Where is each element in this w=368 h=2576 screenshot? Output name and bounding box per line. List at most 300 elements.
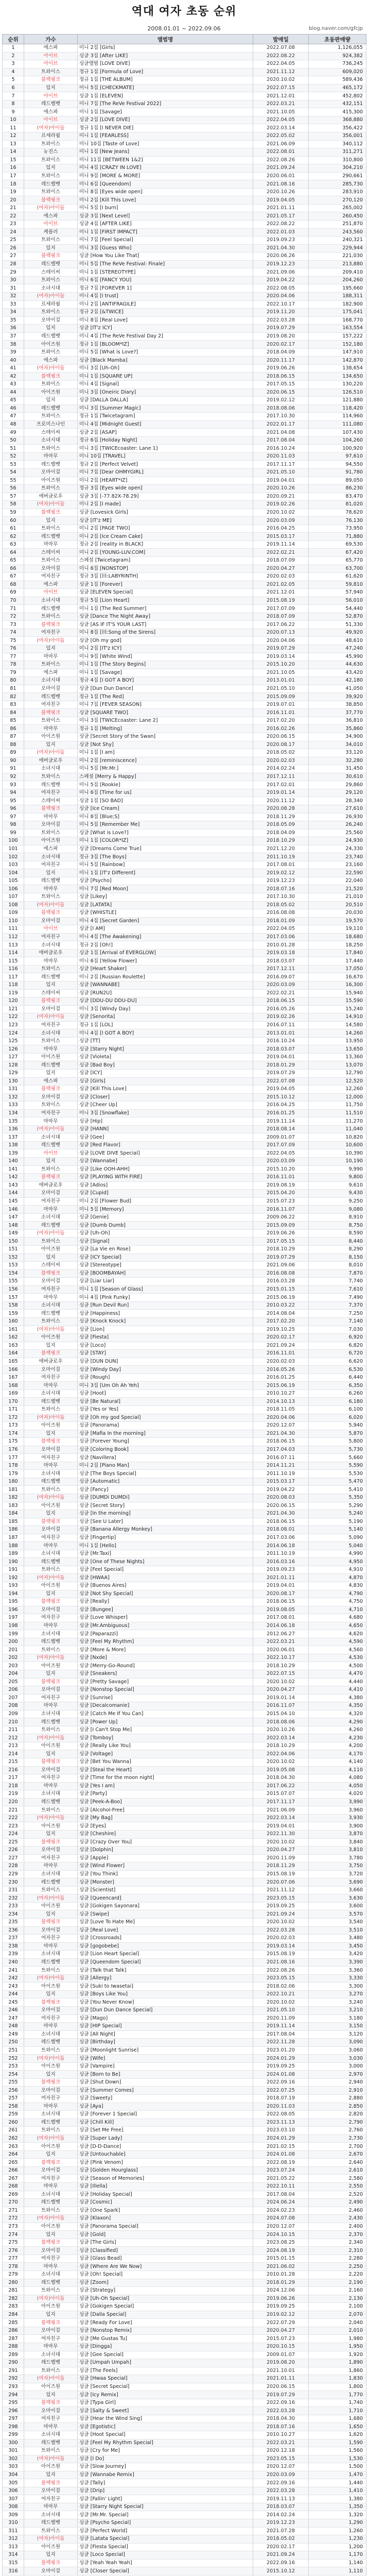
table-cell-sales: 104,260 (309, 436, 366, 445)
table-cell-rank: 126 (3, 1045, 24, 1054)
table-row (3, 2030, 366, 2039)
table-cell-rank: 127 (3, 1053, 24, 1061)
table-cell-sales: 24,330 (309, 845, 366, 853)
table-cell-date: 2020.06.15 (253, 1502, 309, 1510)
table-cell-date: 2023.11.13 (253, 2119, 309, 2127)
table-cell-artist: 소녀시대 (24, 2431, 78, 2439)
table-cell-sales: 2,700 (309, 2143, 366, 2151)
table-cell-rank: 124 (3, 1029, 24, 1038)
table-cell-rank: 70 (3, 597, 24, 605)
table-cell-rank: 66 (3, 565, 24, 573)
table-cell-date: 2016.07.11 (253, 1454, 309, 1462)
table-row (3, 2055, 366, 2063)
table-cell-rank: 291 (3, 2367, 24, 2375)
table-cell-rank: 246 (3, 2006, 24, 2014)
table-cell-date: 2022.03.14 (253, 124, 309, 132)
table-cell-rank: 32 (3, 292, 24, 300)
table-cell-rank: 217 (3, 1774, 24, 1783)
table-cell-sales: 36,810 (309, 717, 366, 725)
table-cell-date: 2015.01.15 (253, 2255, 309, 2263)
table-cell-date: 2015.03.17 (253, 533, 309, 541)
table-cell-rank: 106 (3, 885, 24, 893)
table-cell-date: 2021.07.28 (253, 2527, 309, 2535)
table-cell-date: 2018.03.07 (253, 957, 309, 965)
table-cell-album: 싱글 [Allergy] (78, 1974, 253, 1982)
table-cell-sales: 1,110 (309, 2567, 366, 2575)
table-cell-album: 미니 5집 [Remember Me] (78, 821, 253, 829)
table-cell-rank: 311 (3, 2527, 24, 2535)
table-cell-date: 2019.03.18 (253, 949, 309, 957)
table-cell-sales: 5,140 (309, 1526, 366, 1534)
table-cell-sales: 23,740 (309, 853, 366, 861)
table-row (3, 1294, 366, 1302)
table-row (3, 701, 366, 709)
table-row (3, 1029, 366, 1038)
table-cell-date: 2019.04.05 (253, 1086, 309, 1094)
table-row (3, 941, 366, 950)
table-cell-date: 2018.11.29 (253, 813, 309, 821)
table-row (3, 677, 366, 685)
table-cell-date: 2017.12.11 (253, 965, 309, 973)
table-cell-rank: 120 (3, 997, 24, 1006)
table-cell-album: 싱글 [Merry-Go-Round] (78, 1662, 253, 1670)
table-cell-rank: 7 (3, 92, 24, 100)
table-cell-artist: 레드벨벳 (24, 1798, 78, 1806)
table-cell-rank: 280 (3, 2279, 24, 2287)
table-row (3, 1086, 366, 1094)
table-cell-album: 싱글 [Bungee] (78, 1606, 253, 1614)
table-cell-rank: 91 (3, 765, 24, 773)
table-row (3, 1486, 366, 1494)
table-cell-rank: 1 (3, 44, 24, 53)
table-row (3, 1918, 366, 1926)
table-cell-date: 2022.08.26 (253, 156, 309, 164)
table-cell-sales: 57,940 (309, 589, 366, 597)
table-cell-artist: 있지 (24, 397, 78, 405)
table-cell-artist: 트와이스 (24, 773, 78, 781)
table-cell-artist: 블랙핑크 (24, 1758, 78, 1767)
table-cell-rank: 247 (3, 2014, 24, 2023)
table-row (3, 1414, 366, 1422)
table-row (3, 1310, 366, 1318)
table-cell-sales: 83,470 (309, 493, 366, 501)
table-row (3, 741, 366, 749)
table-cell-rank: 191 (3, 1566, 24, 1574)
table-cell-album: 싱글 [Dingga] (78, 2343, 253, 2351)
table-cell-artist: 오마이걸 (24, 2327, 78, 2335)
table-cell-sales: 3,960 (309, 1806, 366, 1815)
table-row (3, 2111, 366, 2119)
table-cell-date: 2021.02.05 (253, 581, 309, 589)
table-cell-album: 미니 4집 [I GOT A BOY] (78, 1029, 253, 1038)
table-cell-sales: 5,190 (309, 1518, 366, 1526)
table-cell-rank: 209 (3, 1710, 24, 1718)
table-cell-sales: 1,440 (309, 2479, 366, 2487)
table-cell-rank: 60 (3, 517, 24, 525)
table-cell-sales: 2,760 (309, 2127, 366, 2135)
table-cell-album: 미니 6집 [NONSTOP] (78, 565, 253, 573)
table-cell-album: 싱글 [Party] (78, 1790, 253, 1799)
table-cell-album: 싱글 [Queencard] (78, 1894, 253, 1903)
table-cell-rank: 144 (3, 1190, 24, 1198)
table-cell-sales: 19,110 (309, 925, 366, 934)
table-cell-sales: 81,020 (309, 501, 366, 509)
table-cell-album: 싱글 [WHISTLE] (78, 909, 253, 918)
table-cell-artist: 스테이씨 (24, 268, 78, 277)
table-cell-rank: 284 (3, 2311, 24, 2319)
table-cell-sales: 1,230 (309, 2535, 366, 2544)
table-cell-rank: 175 (3, 1438, 24, 1446)
table-cell-sales: 48,610 (309, 637, 366, 645)
table-row (3, 1574, 366, 1582)
table-cell-sales: 5,240 (309, 1510, 366, 1518)
table-cell-album: 미니 4집 [Pink Funky] (78, 1294, 253, 1302)
table-cell-date: 2022.03.28 (253, 316, 309, 325)
table-cell-date: 2020.02.03 (253, 1935, 309, 1943)
table-row (3, 1967, 366, 1975)
table-cell-sales: 14,260 (309, 1029, 366, 1038)
table-row (3, 1790, 366, 1799)
table-cell-artist: 마마무 (24, 540, 78, 549)
table-cell-album: 싱글 [Sneakers] (78, 1670, 253, 1679)
table-cell-rank: 296 (3, 2407, 24, 2415)
table-cell-date: 2010.01.28 (253, 2271, 309, 2279)
table-cell-album: 싱글 1집 [ELEVEN] (78, 92, 253, 100)
table-cell-artist: 트와이스 (24, 1317, 78, 1326)
table-cell-rank: 99 (3, 829, 24, 837)
table-row (3, 2439, 366, 2447)
table-row (3, 212, 366, 221)
table-cell-date: 2019.02.12 (253, 869, 309, 877)
table-cell-artist: 아이즈원 (24, 2062, 78, 2071)
table-cell-sales: 3,090 (309, 2039, 366, 2047)
table-row (3, 1926, 366, 1935)
table-cell-album: 싱글 [Aya] (78, 2103, 253, 2111)
table-cell-sales: 2,250 (309, 2263, 366, 2271)
table-cell-sales: 2,220 (309, 2271, 366, 2279)
table-cell-album: 싱글 [Oh! Special] (78, 2271, 253, 2279)
table-cell-album: 싱글 [In the morning] (78, 1510, 253, 1518)
table-row (3, 2351, 366, 2359)
table-row (3, 1013, 366, 1022)
table-row (3, 116, 366, 124)
table-cell-sales: 16,670 (309, 973, 366, 981)
table-cell-sales: 1,500 (309, 2463, 366, 2471)
table-cell-album: 미니 2집 [IT'z ICY] (78, 645, 253, 653)
table-cell-album: 싱글 [Tally] (78, 2479, 253, 2487)
table-cell-rank: 294 (3, 2391, 24, 2399)
table-cell-album: 싱글 [Black Mamba] (78, 357, 253, 365)
table-cell-artist: 소녀시대 (24, 1470, 78, 1478)
table-cell-date: 2020.03.09 (253, 1158, 309, 1166)
table-cell-sales: 3,630 (309, 1894, 366, 1903)
table-cell-artist: 오마이걸 (24, 1446, 78, 1454)
table-cell-sales: 3,270 (309, 1990, 366, 1998)
table-cell-date: 2020.04.06 (253, 292, 309, 300)
table-cell-album: 싱글 [ELEVEN Special] (78, 589, 253, 597)
table-cell-album: 싱글 [Cry for Me] (78, 2447, 253, 2455)
table-cell-artist: 오마이걸 (24, 316, 78, 325)
table-cell-artist: 블랙핑크 (24, 76, 78, 84)
table-cell-album: 미니 10집 [TRAVEL] (78, 452, 253, 461)
table-cell-date: 2016.09.07 (253, 973, 309, 981)
table-cell-artist: 아이즈원 (24, 2463, 78, 2471)
table-cell-rank: 39 (3, 348, 24, 357)
table-cell-sales: 5,410 (309, 1486, 366, 1494)
table-cell-rank: 31 (3, 284, 24, 293)
table-cell-sales: 4,170 (309, 1750, 366, 1758)
table-cell-rank: 289 (3, 2351, 24, 2359)
table-cell-date: 2011.10.19 (253, 1470, 309, 1478)
table-cell-album: 싱글 [Season of Memories] (78, 2175, 253, 2183)
table-cell-artist: 소녀시대 (24, 2191, 78, 2199)
table-cell-date: 2016.04.25 (253, 524, 309, 533)
table-cell-sales: 2,910 (309, 2087, 366, 2095)
table-row (3, 1894, 366, 1903)
table-cell-date: 2022.04.05 (253, 116, 309, 124)
table-row (3, 1542, 366, 1550)
table-cell-date: 2011.10.19 (253, 1550, 309, 1558)
table-cell-date: 2019.11.14 (253, 540, 309, 549)
table-cell-album: 싱글 [TT] (78, 1037, 253, 1045)
table-cell-rank: 96 (3, 805, 24, 813)
table-cell-album: 싱글 [Sweety] (78, 2095, 253, 2103)
table-cell-sales: 2,100 (309, 2303, 366, 2311)
table-cell-date: 2021.06.02 (253, 2263, 309, 2271)
table-cell-artist: 아이즈원 (24, 2383, 78, 2391)
table-row (3, 2327, 366, 2335)
table-cell-date: 2020.06.01 (253, 1646, 309, 1654)
table-cell-sales: 1,950 (309, 2343, 366, 2351)
table-cell-album: 미니 6집 [Time for us] (78, 789, 253, 797)
table-row (3, 2463, 366, 2471)
table-cell-album: 미니 5집 [What is Love?] (78, 348, 253, 357)
table-cell-sales: 52,870 (309, 613, 366, 621)
table-cell-rank: 253 (3, 2062, 24, 2071)
table-cell-date: 2020.10.26 (253, 485, 309, 493)
table-cell-album: 싱글 [DALLA DALLA] (78, 397, 253, 405)
table-cell-album: 싱글 [Tomboy] (78, 1734, 253, 1742)
table-cell-date: 2020.08.03 (253, 1494, 309, 1502)
table-cell-album: 싱글 [Uh-Oh] (78, 1229, 253, 1238)
table-cell-artist: (여자)아이들 (24, 901, 78, 909)
table-cell-sales: 2,190 (309, 2279, 366, 2287)
table-cell-rank: 310 (3, 2519, 24, 2527)
table-cell-date: 2016.11.07 (253, 1702, 309, 1710)
table-cell-sales: 2,880 (309, 2095, 366, 2103)
table-cell-date: 2010.03.22 (253, 1301, 309, 1310)
table-cell-date: 2023.05.15 (253, 1974, 309, 1982)
table-cell-sales: 23,160 (309, 861, 366, 869)
table-cell-artist: 소녀시대 (24, 941, 78, 950)
table-cell-artist: 오마이걸 (24, 565, 78, 573)
table-cell-album: 미니 2집 [ANTIFRAGILE] (78, 300, 253, 309)
table-row (3, 325, 366, 333)
table-cell-sales: 465,172 (309, 84, 366, 92)
table-cell-artist: 있지 (24, 1830, 78, 1838)
table-cell-date: 2019.02.12 (253, 397, 309, 405)
table-cell-date: 2024.06.24 (253, 2199, 309, 2207)
table-cell-sales: 97,610 (309, 452, 366, 461)
table-row (3, 452, 366, 461)
table-row (3, 1077, 366, 1086)
table-cell-rank: 77 (3, 653, 24, 661)
table-cell-rank: 163 (3, 1342, 24, 1350)
table-cell-artist: 블랙핑크 (24, 509, 78, 517)
table-cell-sales: 18,680 (309, 933, 366, 941)
table-row (3, 1502, 366, 1510)
table-row (3, 2471, 366, 2479)
table-cell-date: 2019.06.26 (253, 2295, 309, 2303)
table-cell-date: 2019.04.01 (253, 477, 309, 485)
table-cell-sales: 130,220 (309, 380, 366, 388)
table-row (3, 397, 366, 405)
table-row (3, 1726, 366, 1734)
table-cell-rank: 76 (3, 645, 24, 653)
table-cell-artist: 있지 (24, 1158, 78, 1166)
table-row (3, 877, 366, 885)
table-cell-date: 2016.03.28 (253, 1278, 309, 1286)
table-cell-artist: 마마무 (24, 813, 78, 821)
table-cell-album: 싱글 [Yeah Yeah Yeah] (78, 2559, 253, 2567)
table-cell-sales: 3,120 (309, 2030, 366, 2039)
table-cell-sales: 5,090 (309, 1534, 366, 1542)
table-cell-artist: 트와이스 (24, 717, 78, 725)
table-cell-sales: 3,690 (309, 1878, 366, 1887)
table-cell-rank: 150 (3, 1238, 24, 1246)
table-cell-artist: 소녀시대 (24, 2111, 78, 2119)
table-cell-date: 2014.02.24 (253, 2511, 309, 2519)
table-cell-sales: 27,610 (309, 805, 366, 813)
table-row (3, 2215, 366, 2223)
table-cell-artist: 오마이걸 (24, 685, 78, 693)
table-cell-sales: 12,790 (309, 1070, 366, 1078)
table-cell-date: 2022.01.03 (253, 228, 309, 236)
table-cell-rank: 119 (3, 989, 24, 997)
table-cell-artist: 르세라핌 (24, 132, 78, 141)
table-cell-artist: 트와이스 (24, 1566, 78, 1574)
table-cell-rank: 159 (3, 1310, 24, 1318)
table-cell-date: 2020.02.03 (253, 573, 309, 581)
table-cell-date: 2021.11.12 (253, 1886, 309, 1894)
table-cell-date: 2018.05.09 (253, 821, 309, 829)
table-cell-rank: 64 (3, 549, 24, 557)
table-cell-date: 2019.09.25 (253, 2062, 309, 2071)
table-row (3, 2062, 366, 2071)
table-cell-album: 정규 2집 [&TWICE] (78, 309, 253, 317)
table-cell-artist: 아이즈원 (24, 1982, 78, 1991)
table-cell-date: 2019.06.26 (253, 364, 309, 372)
table-row (3, 957, 366, 965)
table-cell-date: 2020.10.26 (253, 1726, 309, 1734)
table-cell-rank: 113 (3, 941, 24, 950)
table-cell-date: 2023.05.15 (253, 1894, 309, 1903)
table-row (3, 829, 366, 837)
table-cell-sales: 45,990 (309, 653, 366, 661)
table-cell-date: 2009.01.07 (253, 1133, 309, 1142)
table-row (3, 44, 366, 53)
table-cell-date: 2015.07.07 (253, 1790, 309, 1799)
table-cell-sales: 28,340 (309, 797, 366, 805)
table-cell-artist: 트와이스 (24, 1101, 78, 1110)
table-cell-artist: 트와이스 (24, 2367, 78, 2375)
table-cell-rank: 223 (3, 1822, 24, 1831)
table-cell-rank: 279 (3, 2271, 24, 2279)
table-cell-artist: 레드벨벳 (24, 461, 78, 469)
table-cell-artist: 트와이스 (24, 236, 78, 245)
table-cell-sales: 4,350 (309, 1702, 366, 1710)
table-cell-rank: 23 (3, 221, 24, 229)
table-cell-rank: 183 (3, 1502, 24, 1510)
header-release-date: 발매일 (253, 35, 309, 44)
table-header-row (3, 35, 366, 44)
table-cell-date: 2022.03.21 (253, 1638, 309, 1646)
table-cell-album: 미니 5집 [Mr.Mr.] (78, 765, 253, 773)
table-cell-artist: 에버글로우 (24, 1358, 78, 1366)
table-row (3, 845, 366, 853)
table-cell-date: 2017.07.09 (253, 1141, 309, 1149)
table-cell-album: 싱글 [Violeta] (78, 1053, 253, 1061)
table-cell-date: 2018.05.02 (253, 2535, 309, 2544)
table-cell-artist: 아이브 (24, 1149, 78, 1158)
table-cell-artist: 있지 (24, 1750, 78, 1758)
table-cell-artist: 오마이걸 (24, 1190, 78, 1198)
table-cell-rank: 242 (3, 1974, 24, 1982)
table-cell-rank: 281 (3, 2287, 24, 2295)
table-row (3, 2391, 366, 2399)
table-row (3, 1109, 366, 1117)
table-cell-album: 미니 7집 [The ReVe Festival 2022] (78, 100, 253, 108)
table-cell-album: 정규 1집 [Melting] (78, 725, 253, 733)
table-cell-sales: 4,530 (309, 1654, 366, 1662)
table-cell-sales: 221,030 (309, 252, 366, 261)
table-cell-artist: (여자)아이들 (24, 1974, 78, 1982)
table-cell-artist: 레드벨벳 (24, 781, 78, 789)
table-cell-artist: 오마이걸 (24, 2407, 78, 2415)
table-row (3, 1005, 366, 1013)
table-cell-rank: 19 (3, 188, 24, 196)
table-cell-artist: 트와이스 (24, 893, 78, 901)
table-cell-rank: 316 (3, 2567, 24, 2575)
table-cell-sales: 1,410 (309, 2487, 366, 2495)
table-cell-sales: 33,120 (309, 749, 366, 757)
table-cell-album: 정규 1집 [BLOOM*IZ] (78, 341, 253, 349)
table-cell-rank: 283 (3, 2303, 24, 2311)
table-cell-artist: 트와이스 (24, 413, 78, 421)
table-cell-date: 2019.04.22 (253, 276, 309, 284)
table-cell-album: 싱글 [Classified] (78, 2247, 253, 2255)
table-cell-album: 미니 1집 [Savage] (78, 108, 253, 116)
table-cell-date: 2020.11.09 (253, 2014, 309, 2023)
table-cell-artist: 아이즈원 (24, 1502, 78, 1510)
table-cell-rank: 71 (3, 605, 24, 613)
table-cell-album: 싱글 [See U Later] (78, 1518, 253, 1526)
table-cell-artist: 블랙핑크 (24, 1174, 78, 1182)
table-cell-rank: 155 (3, 1278, 24, 1286)
table-cell-date: 2020.02.17 (253, 1334, 309, 1342)
table-cell-artist: 에스파 (24, 357, 78, 365)
table-cell-date: 2018.06.15 (253, 372, 309, 381)
table-cell-artist: 있지 (24, 1590, 78, 1598)
table-cell-rank: 72 (3, 613, 24, 621)
table-cell-artist: 블랙핑크 (24, 2559, 78, 2567)
table-cell-artist: 블랙핑크 (24, 1518, 78, 1526)
table-cell-album: 싱글 [Mago] (78, 2014, 253, 2023)
table-cell-sales: 1,800 (309, 2383, 366, 2391)
table-cell-album: 싱글 [Zoom] (78, 2279, 253, 2287)
table-cell-rank: 254 (3, 2071, 24, 2079)
table-cell-sales: 3,300 (309, 1982, 366, 1991)
